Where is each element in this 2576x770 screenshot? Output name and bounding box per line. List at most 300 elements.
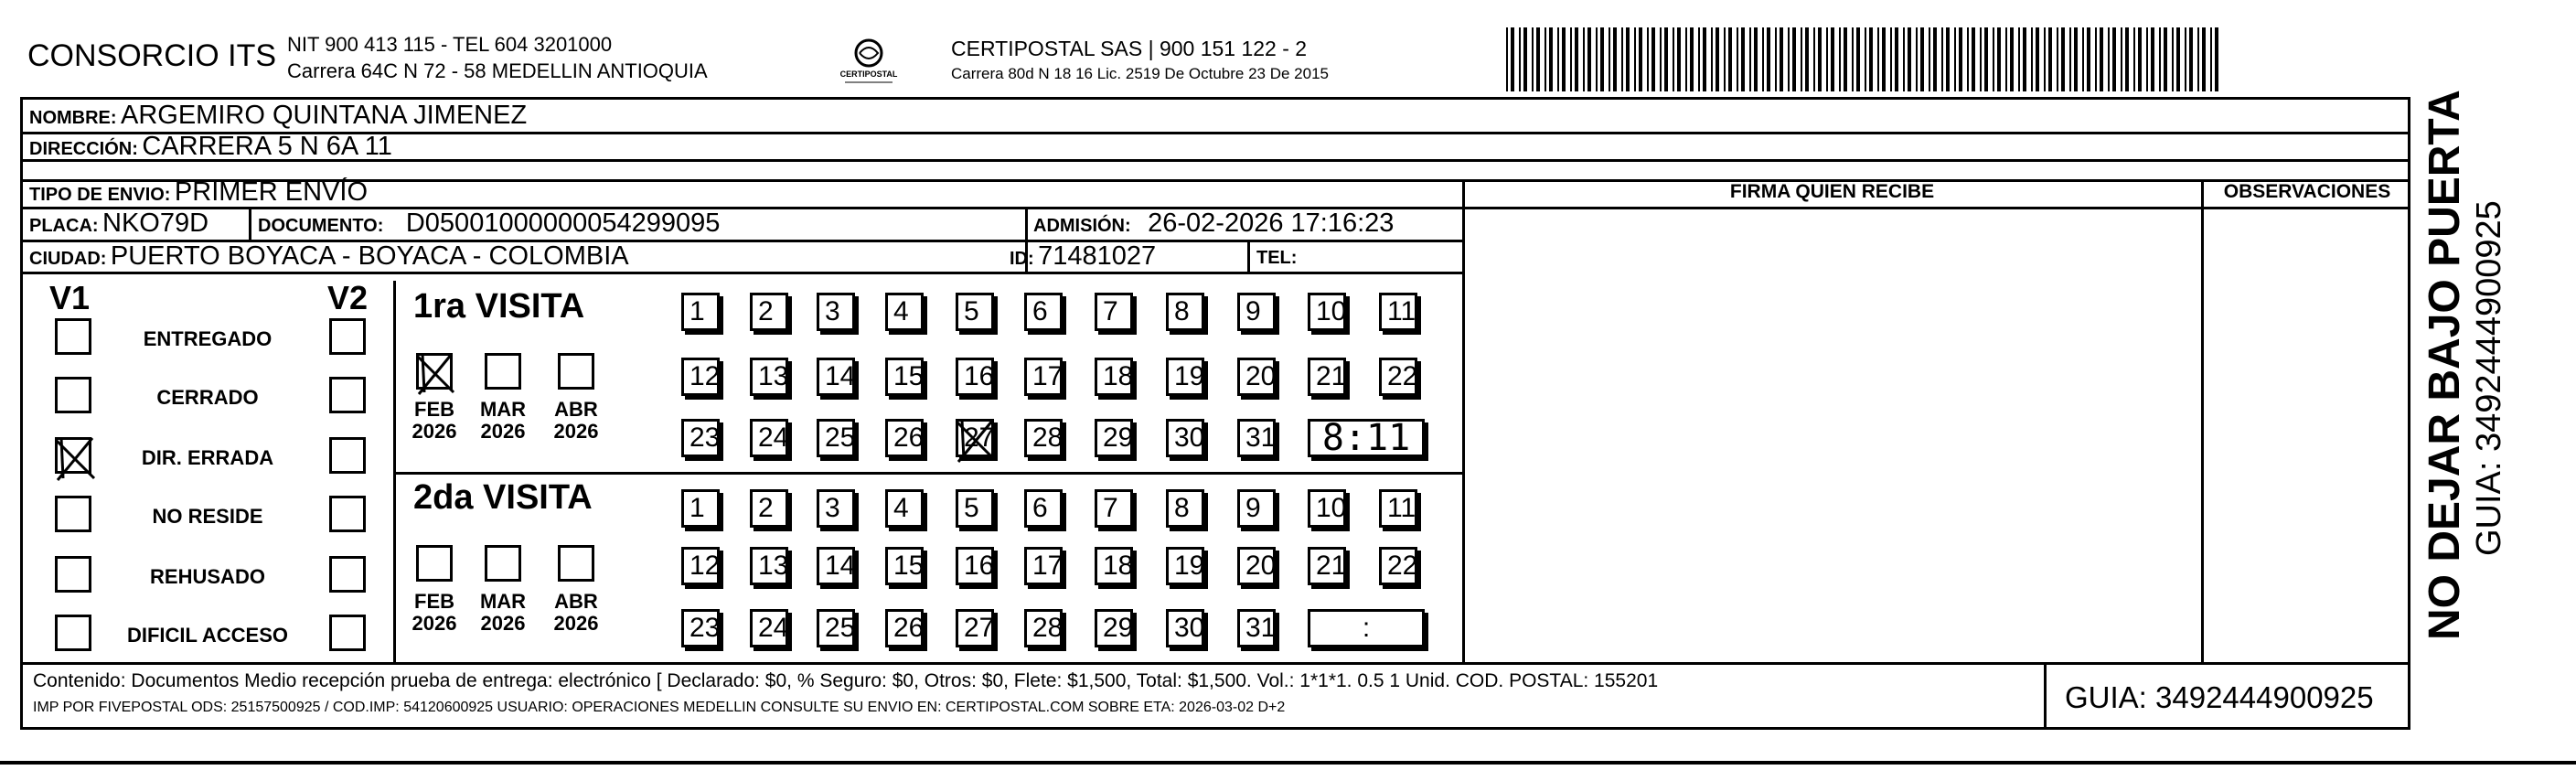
- svg-text:CERTIPOSTAL: CERTIPOSTAL: [839, 70, 898, 79]
- barcode-bar: [2164, 27, 2167, 91]
- visit2-day-number: 10: [1316, 493, 1347, 523]
- visit1-time-value: 8:11: [1321, 417, 1411, 459]
- barcode-bar: [1587, 27, 1591, 91]
- visit1-day-box[interactable]: [1237, 358, 1276, 396]
- visit1-day-number: 25: [825, 422, 856, 453]
- v2-checkbox-no-reside[interactable]: [329, 496, 366, 532]
- visit1-day-box[interactable]: [681, 293, 720, 331]
- visit1-day-box[interactable]: [817, 293, 855, 331]
- visit2-day-number: 29: [1103, 613, 1134, 643]
- direccion-label: DIRECCIÓN:: [29, 139, 138, 159]
- tipo-envio-label: TIPO DE ENVIO:: [29, 185, 171, 205]
- visit2-day-number: 18: [1103, 551, 1134, 581]
- visit1-day-number: 4: [893, 296, 909, 326]
- handwritten-x-mark: [413, 350, 459, 396]
- barcode-bar: [1506, 27, 1508, 91]
- visit2-day-number: 19: [1174, 551, 1205, 581]
- visit2-day-number: 2: [758, 493, 774, 523]
- no-dejar-bajo-puerta: NO DEJAR BAJO PUERTA: [2421, 90, 2469, 640]
- visit2-day-box[interactable]: [956, 609, 994, 647]
- visit2-month-label: ABR 2026: [553, 590, 599, 636]
- v2-checkbox-dificil-acceso[interactable]: [329, 615, 366, 651]
- barcode-bar: [2112, 27, 2116, 91]
- barcode-bar: [1831, 27, 1834, 91]
- visit1-day-box[interactable]: [1024, 358, 1063, 396]
- visit1-day-box[interactable]: [817, 358, 855, 396]
- visit1-day-box[interactable]: [956, 358, 994, 396]
- visit2-day-box[interactable]: [817, 547, 855, 585]
- placa-label: PLACA:: [29, 216, 99, 236]
- visit2-day-box[interactable]: [817, 489, 855, 528]
- barcode-bar: [1959, 27, 1962, 91]
- visit1-day-box[interactable]: [1166, 293, 1204, 331]
- visit2-day-box[interactable]: [681, 609, 720, 647]
- barcode-bar: [1703, 27, 1706, 91]
- visit2-month-label: MAR 2026: [479, 590, 527, 636]
- id-value: 71481027: [1038, 241, 1157, 271]
- visit1-day-number: 26: [893, 422, 925, 453]
- barcode-bar: [2146, 27, 2148, 91]
- barcode-bar: [1698, 27, 1700, 91]
- visit2-day-box[interactable]: [956, 547, 994, 585]
- visit1-day-number: 28: [1032, 422, 1064, 453]
- visit1-day-number: 8: [1174, 296, 1190, 326]
- visit2-month-feb-checkbox[interactable]: [416, 545, 453, 582]
- visit2-day-number: 13: [758, 551, 789, 581]
- visit2-day-box[interactable]: [956, 489, 994, 528]
- visit1-day-box[interactable]: [1379, 358, 1417, 396]
- visit2-day-number: 14: [825, 551, 856, 581]
- visit1-month-feb-checkbox[interactable]: [416, 353, 453, 390]
- visit1-month-label: FEB 2026: [412, 398, 457, 444]
- barcode-bar: [1536, 27, 1540, 91]
- documento-label: DOCUMENTO:: [258, 216, 384, 236]
- status-label-dir-errada: DIR. ERRADA: [141, 446, 274, 469]
- barcode-bar: [1954, 27, 1956, 91]
- barcode-bar: [1762, 27, 1764, 91]
- side-guia: GUIA: 3492444900925: [2470, 200, 2508, 556]
- visit1-day-box[interactable]: [1166, 358, 1204, 396]
- barcode-bar: [1792, 27, 1796, 91]
- barcode-bar: [2100, 27, 2103, 91]
- status-label-entregado: ENTREGADO: [143, 327, 273, 350]
- visit2-month-abr-checkbox[interactable]: [558, 545, 594, 582]
- visit1-day-box[interactable]: [956, 419, 994, 457]
- v2-checkbox-rehusado[interactable]: [329, 556, 366, 593]
- visit2-day-number: 4: [893, 493, 909, 523]
- barcode-bar: [1570, 27, 1572, 91]
- visit1-day-box[interactable]: [1095, 293, 1133, 331]
- visit1-day-number: 12: [689, 361, 721, 391]
- status-label-rehusado: REHUSADO: [150, 565, 265, 588]
- barcode-bar: [2057, 27, 2058, 91]
- visit2-day-number: 5: [964, 493, 979, 523]
- barcode-bar: [1600, 27, 1604, 91]
- visit1-day-number: 5: [964, 296, 979, 326]
- barcode: [1504, 27, 2227, 91]
- barcode-bar: [2018, 27, 2020, 91]
- barcode-bar: [1941, 27, 1943, 91]
- visit1-day-number: 21: [1316, 361, 1347, 391]
- barcode-bar: [2044, 27, 2046, 91]
- barcode-bar: [1813, 27, 1815, 91]
- barcode-bar: [2031, 27, 2033, 91]
- visit2-day-number: 1: [689, 493, 705, 523]
- visit1-day-box[interactable]: [1308, 358, 1346, 396]
- barcode-bar: [1583, 27, 1585, 91]
- tel-label: TEL:: [1256, 248, 1298, 268]
- visit2-day-box[interactable]: [681, 489, 720, 528]
- visit1-day-number: 16: [964, 361, 995, 391]
- barcode-bar: [1651, 27, 1655, 91]
- visit2-day-box[interactable]: [885, 609, 924, 647]
- barcode-bar: [1775, 27, 1777, 91]
- barcode-bar: [1805, 27, 1809, 91]
- barcode-bar: [1519, 27, 1521, 91]
- visit1-day-box[interactable]: [885, 293, 924, 331]
- footer-guia: GUIA: 3492444900925: [2065, 680, 2374, 714]
- barcode-bar: [1626, 27, 1630, 91]
- visit1-month-mar-checkbox[interactable]: [485, 353, 521, 390]
- barcode-bar: [1647, 27, 1649, 91]
- barcode-bar: [2172, 27, 2174, 91]
- admision-label: ADMISIÓN:: [1033, 216, 1131, 236]
- visit2-day-box[interactable]: [1024, 547, 1063, 585]
- v1-checkbox-entregado[interactable]: [55, 318, 91, 355]
- visit2-day-number: 16: [964, 551, 995, 581]
- barcode-bar: [2185, 27, 2186, 91]
- visit1-time-box[interactable]: [1308, 419, 1425, 457]
- visit1-title: 1ra VISITA: [413, 287, 585, 326]
- v2-checkbox-dir-errada[interactable]: [329, 437, 366, 474]
- visit2-day-box[interactable]: [681, 547, 720, 585]
- barcode-bar: [1634, 27, 1636, 91]
- company-address: Carrera 64C N 72 - 58 MEDELLIN ANTIOQUIA: [287, 59, 708, 82]
- barcode-bar: [2074, 27, 2078, 91]
- barcode-bar: [1621, 27, 1623, 91]
- visit2-day-box[interactable]: [1379, 489, 1417, 528]
- barcode-bar: [1609, 27, 1610, 91]
- handwritten-x-mark: [953, 416, 1000, 464]
- company-name: CONSORCIO ITS: [27, 38, 277, 73]
- footer-impresion: IMP POR FIVEPOSTAL ODS: 25157500925 / COD.IMP: 54120600925 USUARIO: OPERACIONES MEDELLIN CONSULTE SU ENVIO EN: CERTIPOSTAL.COM SOBRE ETA: 2026-03-02 D+2: [33, 700, 1286, 715]
- barcode-bar: [1780, 27, 1783, 91]
- visit2-day-box[interactable]: [1166, 547, 1204, 585]
- visit1-day-number: 29: [1103, 422, 1134, 453]
- barcode-bar: [1801, 27, 1802, 91]
- barcode-bar: [1660, 27, 1662, 91]
- certipostal-address: Carrera 80d N 18 16 Lic. 2519 De Octubre 23 De 2015: [951, 65, 1329, 82]
- barcode-bar: [1754, 27, 1758, 91]
- barcode-bar: [1596, 27, 1598, 91]
- barcode-bar: [1997, 27, 2001, 91]
- certipostal-logo: [832, 37, 905, 88]
- visit2-day-box[interactable]: [1237, 609, 1276, 647]
- barcode-bar: [1685, 27, 1687, 91]
- barcode-bar: [1844, 27, 1847, 91]
- direccion-value: CARRERA 5 N 6A 11: [142, 132, 392, 161]
- visit1-day-number: 2: [758, 296, 774, 326]
- barcode-bar: [1903, 27, 1905, 91]
- barcode-bar: [1562, 27, 1566, 91]
- barcode-bar: [2133, 27, 2135, 91]
- visit1-day-number: 31: [1245, 422, 1277, 453]
- nombre-label: NOMBRE:: [29, 108, 117, 128]
- barcode-bar: [2159, 27, 2161, 91]
- visit1-day-number: 15: [893, 361, 925, 391]
- visit2-day-number: 17: [1032, 551, 1064, 581]
- visit2-month-label: FEB 2026: [412, 590, 457, 636]
- visit2-day-number: 21: [1316, 551, 1347, 581]
- barcode-bar: [2151, 27, 2154, 91]
- visit2-day-box[interactable]: [1308, 547, 1346, 585]
- visit1-day-box[interactable]: [956, 293, 994, 331]
- barcode-bar: [1869, 27, 1873, 91]
- barcode-bar: [2036, 27, 2039, 91]
- visit1-month-abr-checkbox[interactable]: [558, 353, 594, 390]
- v2-checkbox-entregado[interactable]: [329, 318, 366, 355]
- v2-label: V2: [327, 279, 369, 316]
- barcode-bar: [1972, 27, 1975, 91]
- barcode-bar: [2005, 27, 2007, 91]
- v2-checkbox-cerrado[interactable]: [329, 377, 366, 413]
- barcode-bar: [1895, 27, 1898, 91]
- visit1-day-box[interactable]: [681, 419, 720, 457]
- visit1-day-number: 23: [689, 422, 721, 453]
- barcode-bar: [2108, 27, 2110, 91]
- barcode-bar: [1545, 27, 1546, 91]
- visit1-day-box[interactable]: [1166, 419, 1204, 457]
- visit1-day-number: 19: [1174, 361, 1205, 391]
- visit2-day-box[interactable]: [1095, 489, 1133, 528]
- status-label-cerrado: CERRADO: [156, 386, 259, 409]
- visit2-month-mar-checkbox[interactable]: [485, 545, 521, 582]
- visit2-day-number: 25: [825, 613, 856, 643]
- visit2-day-number: 3: [825, 493, 840, 523]
- barcode-bar: [1852, 27, 1854, 91]
- visit2-day-number: 28: [1032, 613, 1064, 643]
- visit2-day-box[interactable]: [1166, 489, 1204, 528]
- visit1-day-number: 6: [1032, 296, 1048, 326]
- v1-checkbox-no-reside[interactable]: [55, 496, 91, 532]
- visit1-day-box[interactable]: [750, 293, 788, 331]
- barcode-bar: [1767, 27, 1770, 91]
- observaciones-area[interactable]: [2205, 209, 2410, 661]
- visit2-day-number: 6: [1032, 493, 1048, 523]
- barcode-bar: [1865, 27, 1866, 91]
- visit1-month-label: MAR 2026: [479, 398, 527, 444]
- barcode-bar: [1728, 27, 1732, 91]
- visit1-day-number: 24: [758, 422, 789, 453]
- visit2-day-number: 7: [1103, 493, 1118, 523]
- barcode-bar: [2202, 27, 2206, 91]
- ciudad-label: CIUDAD:: [29, 249, 107, 269]
- visit2-title: 2da VISITA: [413, 478, 593, 517]
- barcode-bar: [1737, 27, 1738, 91]
- visit1-day-box[interactable]: [750, 358, 788, 396]
- visit1-day-box[interactable]: [817, 419, 855, 457]
- barcode-bar: [2087, 27, 2090, 91]
- barcode-bar: [2082, 27, 2084, 91]
- barcode-bar: [1967, 27, 1969, 91]
- visit1-day-box[interactable]: [1237, 293, 1276, 331]
- barcode-bar: [1677, 27, 1681, 91]
- visit2-day-number: 26: [893, 613, 925, 643]
- visit2-day-number: 11: [1387, 493, 1416, 523]
- barcode-bar: [1711, 27, 1713, 91]
- barcode-bar: [1890, 27, 1892, 91]
- barcode-bar: [2048, 27, 2052, 91]
- visit1-day-box[interactable]: [1024, 293, 1063, 331]
- visit2-day-box[interactable]: [1095, 547, 1133, 585]
- visit1-day-number: 30: [1174, 422, 1205, 453]
- barcode-bar: [1575, 27, 1578, 91]
- visit2-day-number: 15: [893, 551, 925, 581]
- visit2-day-number: 23: [689, 613, 721, 643]
- barcode-bar: [1980, 27, 1982, 91]
- visit2-day-number: 27: [964, 613, 995, 643]
- visit2-day-number: 30: [1174, 613, 1205, 643]
- barcode-bar: [2121, 27, 2122, 91]
- barcode-bar: [1511, 27, 1514, 91]
- visit2-day-number: 31: [1245, 613, 1277, 643]
- status-label-dificil-acceso: DIFICIL ACCESO: [126, 624, 288, 647]
- visit2-day-box[interactable]: [1237, 547, 1276, 585]
- visit2-day-box[interactable]: [1379, 547, 1417, 585]
- visit1-day-number: 9: [1245, 296, 1261, 326]
- visit2-day-box[interactable]: [750, 489, 788, 528]
- barcode-bar: [1741, 27, 1745, 91]
- barcode-bar: [1613, 27, 1617, 91]
- nombre-value: ARGEMIRO QUINTANA JIMENEZ: [121, 101, 528, 130]
- firma-label: FIRMA QUIEN RECIBE: [1729, 181, 1935, 202]
- barcode-bar: [1724, 27, 1726, 91]
- visit1-day-box[interactable]: [1024, 419, 1063, 457]
- barcode-bar: [2125, 27, 2129, 91]
- barcode-bar: [1523, 27, 1527, 91]
- ciudad-value: PUERTO BOYACA - BOYACA - COLOMBIA: [110, 241, 629, 271]
- visit2-day-box[interactable]: [1237, 489, 1276, 528]
- barcode-bar: [1639, 27, 1642, 91]
- v1-label: V1: [49, 279, 91, 316]
- visit1-day-number: 18: [1103, 361, 1134, 391]
- barcode-bar: [1826, 27, 1828, 91]
- barcode-bar: [1933, 27, 1937, 91]
- handwritten-x-mark: [52, 434, 100, 482]
- visit1-day-number: 22: [1387, 361, 1418, 391]
- visit1-day-number: 1: [689, 296, 705, 326]
- visit2-day-box[interactable]: [817, 609, 855, 647]
- visit1-day-box[interactable]: [681, 358, 720, 396]
- visit1-day-box[interactable]: [885, 358, 924, 396]
- barcode-bar: [1549, 27, 1553, 91]
- visit1-day-box[interactable]: [1237, 419, 1276, 457]
- v1-checkbox-cerrado[interactable]: [55, 377, 91, 413]
- visit2-day-box[interactable]: [1095, 609, 1133, 647]
- barcode-bar: [1916, 27, 1918, 91]
- visit1-month-label: ABR 2026: [553, 398, 599, 444]
- visit2-day-number: 9: [1245, 493, 1261, 523]
- barcode-bar: [1716, 27, 1719, 91]
- visit2-day-box[interactable]: [885, 547, 924, 585]
- visit1-day-number: 27: [964, 422, 995, 453]
- visit2-day-box[interactable]: [750, 609, 788, 647]
- visit1-day-number: 3: [825, 296, 840, 326]
- barcode-bar: [2176, 27, 2180, 91]
- visit2-day-box[interactable]: [1024, 489, 1063, 528]
- barcode-bar: [1788, 27, 1790, 91]
- visit1-day-box[interactable]: [1095, 358, 1133, 396]
- visit1-day-box[interactable]: [1308, 293, 1346, 331]
- barcode-bar: [2215, 27, 2218, 91]
- barcode-bar: [1877, 27, 1879, 91]
- tipo-envio-value: PRIMER ENVÍO: [174, 177, 369, 207]
- visit2-time-box[interactable]: [1308, 609, 1425, 647]
- v1-checkbox-dir-errada[interactable]: [55, 437, 91, 474]
- visit2-day-box[interactable]: [1308, 489, 1346, 528]
- visit1-day-box[interactable]: [1379, 293, 1417, 331]
- visit1-day-box[interactable]: [1095, 419, 1133, 457]
- visit1-day-box[interactable]: [750, 419, 788, 457]
- footer-contenido: Contenido: Documentos Medio recepción prueba de entrega: electrónico [ Declarado: $0, % Seguro: $0, Otros: $0, Flete: $1,500, Total: $1,500. Vol.: 1*1*1. 0.5 1 Unid. COD. POSTAL: 155201: [33, 670, 1659, 691]
- status-label-no-reside: NO RESIDE: [152, 505, 263, 528]
- visit1-day-number: 7: [1103, 296, 1118, 326]
- barcode-bar: [1818, 27, 1822, 91]
- barcode-bar: [2069, 27, 2071, 91]
- visit2-day-box[interactable]: [1166, 609, 1204, 647]
- signature-area[interactable]: [1466, 209, 2200, 661]
- barcode-bar: [1532, 27, 1534, 91]
- barcode-bar: [1920, 27, 1924, 91]
- barcode-bar: [1882, 27, 1886, 91]
- barcode-bar: [2197, 27, 2199, 91]
- observaciones-label: OBSERVACIONES: [2223, 181, 2391, 202]
- visit2-day-box[interactable]: [750, 547, 788, 585]
- visit1-day-number: 10: [1316, 296, 1347, 326]
- visit1-day-number: 11: [1387, 296, 1416, 326]
- v1-checkbox-rehusado[interactable]: [55, 556, 91, 593]
- barcode-bar: [2138, 27, 2142, 91]
- barcode-bar: [1690, 27, 1694, 91]
- id-label: ID:: [1010, 249, 1034, 269]
- visit2-day-number: 22: [1387, 551, 1418, 581]
- visit1-day-box[interactable]: [885, 419, 924, 457]
- barcode-bar: [1557, 27, 1559, 91]
- visit2-day-box[interactable]: [885, 489, 924, 528]
- visit2-day-number: 8: [1174, 493, 1190, 523]
- visit1-day-number: 17: [1032, 361, 1064, 391]
- barcode-bar: [2010, 27, 2014, 91]
- barcode-bar: [1749, 27, 1751, 91]
- barcode-bar: [1984, 27, 1988, 91]
- barcode-bar: [1946, 27, 1950, 91]
- visit1-day-number: 14: [825, 361, 856, 391]
- barcode-bar: [1856, 27, 1860, 91]
- visit2-day-box[interactable]: [1024, 609, 1063, 647]
- barcode-bar: [1839, 27, 1841, 91]
- barcode-bar: [2189, 27, 2193, 91]
- visit1-day-number: 20: [1245, 361, 1277, 391]
- barcode-bar: [1908, 27, 1911, 91]
- barcode-bar: [1993, 27, 1994, 91]
- barcode-bar: [2095, 27, 2097, 91]
- visit2-day-number: 12: [689, 551, 721, 581]
- certipostal-name: CERTIPOSTAL SAS | 900 151 122 - 2: [951, 37, 1308, 60]
- barcode-bar: [1673, 27, 1674, 91]
- v1-checkbox-dificil-acceso[interactable]: [55, 615, 91, 651]
- visit2-day-number: 20: [1245, 551, 1277, 581]
- company-nit: NIT 900 413 115 - TEL 604 3201000: [287, 33, 613, 56]
